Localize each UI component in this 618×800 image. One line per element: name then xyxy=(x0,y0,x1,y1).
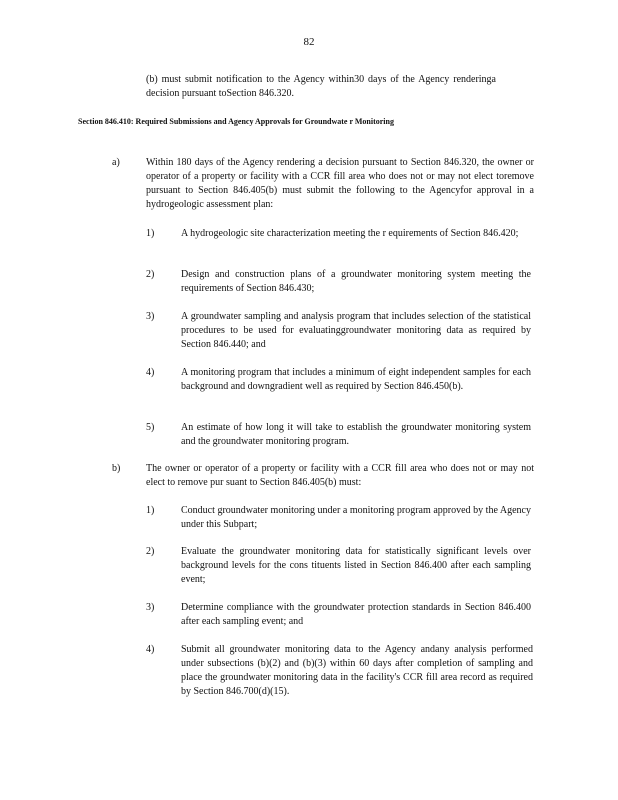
item-b2-label: 2) xyxy=(146,546,155,557)
item-b3-label: 3) xyxy=(146,602,155,613)
item-b2-text: Evaluate the groundwater monitoring data for statistically significant levels over background levels for the cons tituents listed in Section 846.400 after each sampling event; xyxy=(181,546,531,585)
item-a3-text: A groundwater sampling and analysis program that includes selection of the statistical procedures to be used for evaluatinggroundwater monitoring data as required by Section 846.440; and xyxy=(181,311,531,350)
item-a5-label: 5) xyxy=(146,422,155,433)
item-b4-label: 4) xyxy=(146,644,155,655)
page-number: 82 xyxy=(303,36,315,48)
item-a2-label: 2) xyxy=(146,269,155,280)
section-heading: Section 846.410: Required Submissions and Agency Approvals for Groundwate r Monitoring xyxy=(78,117,394,126)
item-a2-text: Design and construction plans of a groundwater monitoring system meeting the requirements of Section 846.430; xyxy=(181,269,531,294)
subsection-b-label: b) xyxy=(112,463,121,474)
item-b1-label: 1) xyxy=(146,505,155,516)
intro-paragraph: (b) must submit notification to the Agency within30 days of the Agency renderinga decision pursuant toSection 846.320. xyxy=(146,74,496,99)
item-b4-text: Submit all groundwater monitoring data to the Agency andany analysis performed under subsections (b)(2) and (b)(3) within 60 days after completion of sampling and place the groundwater monitoring data in the facility's CCR fill area record as required by Section 846.700(d)(15). xyxy=(181,644,533,697)
subsection-a-label: a) xyxy=(112,157,120,168)
item-a4-text: A monitoring program that includes a minimum of eight independent samples for each background and downgradient well as required by Section 846.450(b). xyxy=(181,367,531,392)
subsection-b-text: The owner or operator of a property or facility with a CCR fill area who does not or may not elect to remove pur suant to Section 846.405(b) must: xyxy=(146,463,534,488)
subsection-a-text: Within 180 days of the Agency rendering a decision pursuant to Section 846.320, the owner or operator of a property or facility with a CCR fill area who does not or may not elect toremove pursuant to Section 846.405(b) must submit the following to the Agencyfor approval in a hydrogeologic assessment plan: xyxy=(146,157,534,210)
item-a4-label: 4) xyxy=(146,367,155,378)
item-b3-text: Determine compliance with the groundwater protection standards in Section 846.400 after each sampling event; and xyxy=(181,602,531,627)
item-a1-label: 1) xyxy=(146,228,155,239)
item-a5-text: An estimate of how long it will take to establish the groundwater monitoring system and the groundwater monitoring program. xyxy=(181,422,531,447)
item-a1-text: A hydrogeologic site characterization meeting the r equirements of Section 846.420; xyxy=(181,228,519,239)
item-a3-label: 3) xyxy=(146,311,155,322)
item-b1-text: Conduct groundwater monitoring under a monitoring program approved by the Agency under this Subpart; xyxy=(181,505,531,530)
